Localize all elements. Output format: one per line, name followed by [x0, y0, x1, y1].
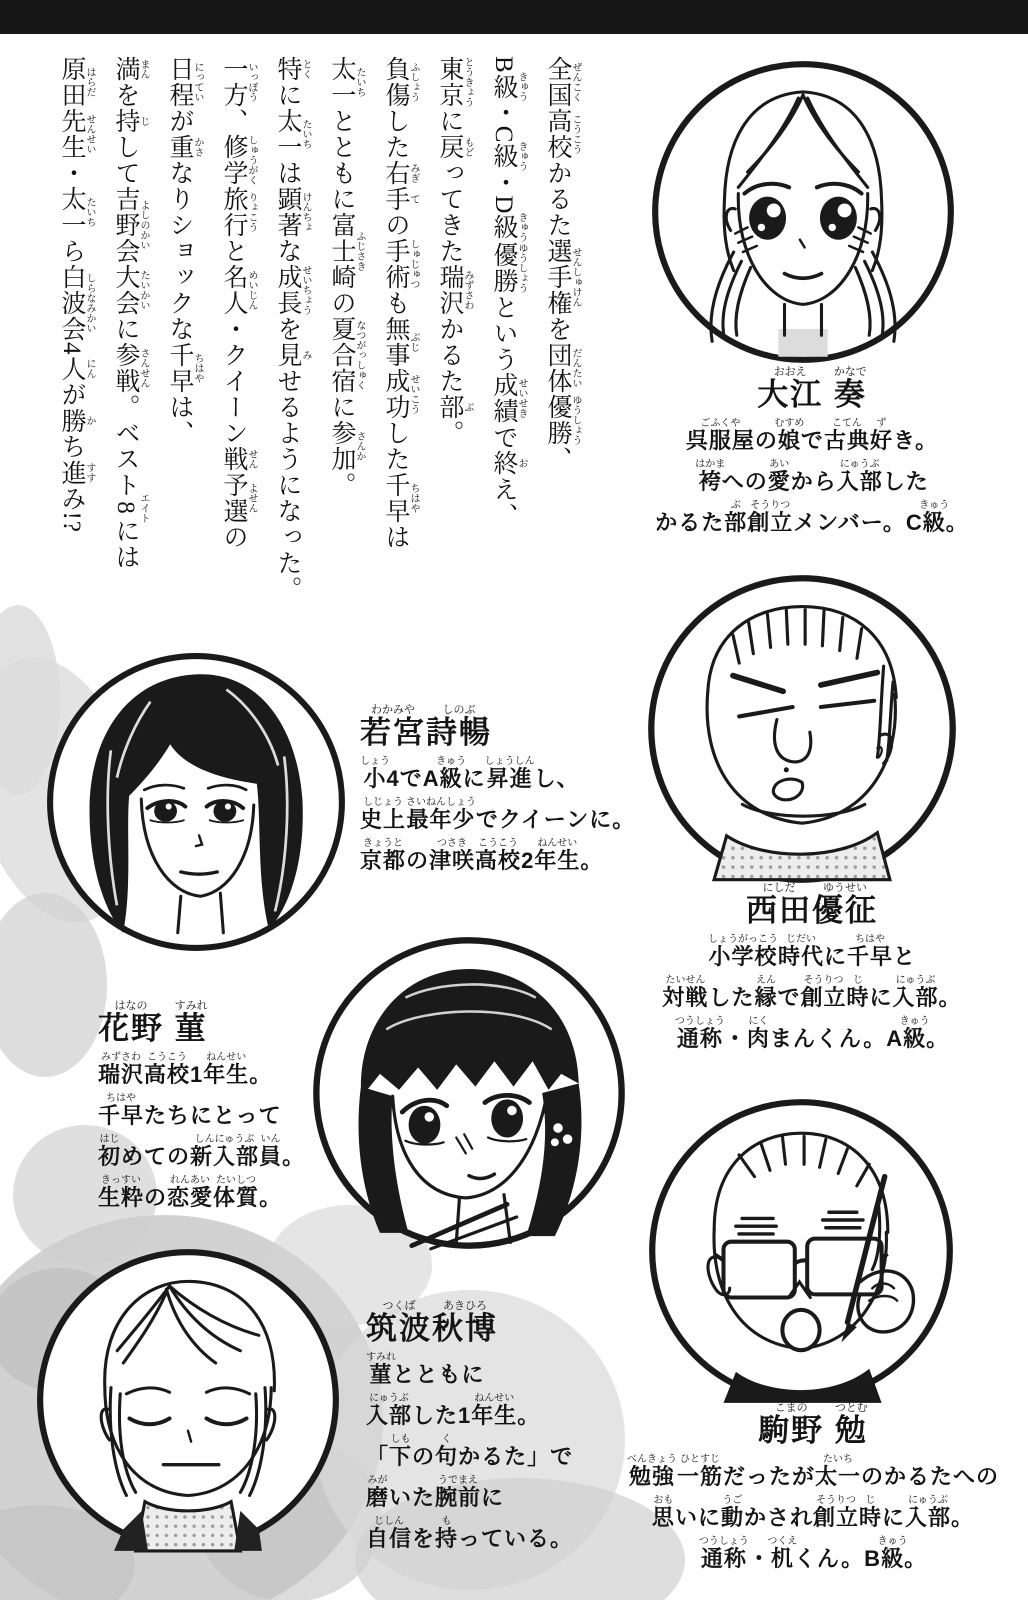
top-border-bar	[0, 0, 1028, 34]
character-entry-oe-kanade	[600, 366, 1024, 541]
character-name: 大江おおえ 奏かなで	[757, 366, 867, 412]
nishida-yusei-portrait	[645, 572, 959, 886]
character-name: 駒野こまの 勉つとむ	[758, 1402, 868, 1448]
intro-column: 負傷 ふしょうした右 みぎ手 ての手術 しゅじゅつも無事 ぶじ成功 せいこうした千早 ちはやは	[382, 56, 419, 550]
intro-column: 一方 いっぽう、修学 しゅうがく旅行 りょこうと名人 めいじん・クイーン戦 せん予選 よせんの	[220, 56, 257, 550]
komano-tsutomu-portrait	[646, 1096, 956, 1406]
character-name: 花野はなの 菫すみれ	[98, 1000, 208, 1046]
character-description-line: 千早ちはやたちにとって	[98, 1093, 282, 1128]
character-name: 筑波つくば秋博あきひろ	[366, 1300, 498, 1346]
character-description-line: 自信じしんを持もっている。	[366, 1516, 574, 1551]
oe-kanade-portrait	[649, 58, 957, 366]
character-description-line: 小しょう4でA級きゅうに昇進しょうしんし、	[360, 756, 580, 791]
character-description-line: 磨みがいた腕前うでまえに	[366, 1475, 505, 1510]
character-name: 若宮わかみや詩暢しのぶ	[360, 704, 492, 750]
character-entry-nishida-yusei	[608, 882, 1016, 1057]
intro-column: 日程 にっていが重 かさなりショックな千早 ちはやは、	[166, 56, 203, 446]
character-entry-hanano-sumire	[98, 1000, 388, 1216]
character-description-line: 菫すみれとともに	[366, 1352, 485, 1387]
character-description-line: 初はじめての新入部しんにゅうぶ員いん。	[98, 1134, 306, 1169]
character-description-line: 思おもいに動うごかされ創立そうりつ時じに入部にゅうぶ。	[651, 1495, 975, 1530]
intro-column: 特 とくに太一 たいちは顕著 けんちょな成長 せいちょうを見 みせるようになった。	[274, 56, 311, 602]
character-description-line: 入部にゅうぶした1年生ねんせい。	[366, 1393, 541, 1428]
intro-column: 東京 とうきょうに戻 もどってきた瑞沢 みずさわかるた部 ぶ。	[436, 56, 473, 446]
character-entry-wakamiya-shinobu	[360, 704, 670, 879]
character-description-line: 対戦たいせんした縁えんで創立そうりつ時じに入部にゅうぶ。	[662, 975, 962, 1010]
intro-column: 太一 たいちとともに富士崎 ふじさきの夏合宿 なつがっしゅくに参加 さんか。	[328, 56, 365, 498]
character-description-line: 通称つうしょう・肉にくまんくん。A級きゅう。	[674, 1016, 950, 1051]
character-description-line: 小学校しょうがっこう時代じだいに千早ちはやと	[707, 934, 917, 969]
character-name: 西田にしだ優征ゆうせい	[746, 882, 878, 928]
character-description-line: 京都きょうとの津咲つさき高校こうこう2年生ねんせい。	[360, 838, 604, 873]
character-description-line: かるた部ぶ創立そうりつメンバー。C級きゅう。	[655, 500, 969, 535]
intro-column: 満 まんを持 じして吉野会 よしのかい大会 たいかいに参戦 さんせん。ベスト8 エイトには	[112, 56, 149, 570]
character-description-line: 通称つうしょう・机つくえくん。B級きゅう。	[698, 1536, 928, 1571]
character-description-line: 「下しもの句くかるた」で	[366, 1434, 574, 1469]
character-description-line: 呉服屋ごふくやの娘むすめで古典こてん好ずき。	[685, 418, 939, 453]
tsukuba-akihiro-portrait	[34, 1246, 342, 1554]
wakamiya-shinobu-portrait	[44, 650, 348, 954]
character-entry-komano-tsutomu	[598, 1402, 1028, 1577]
character-description-line: 瑞沢みずさわ高校こうこう1年生ねんせい。	[98, 1052, 273, 1087]
character-description-line: 史上しじょう最年少さいねんしょうでクイーンに。	[360, 797, 636, 832]
intro-column: B級 きゅう・C級 きゅう・D級 きゅう優勝 ゆうしょうという成績 せいせきで終 おえ、	[490, 56, 527, 529]
story-intro-vertical-text	[44, 56, 584, 672]
character-description-line: 生粋きっすいの恋愛れんあい体質たいしつ。	[98, 1175, 283, 1210]
intro-column: 原田 はらだ先生 せんせい・太一 たいちら白波会 しらなみかい4人 にんが勝 かち進 すすみ!?	[58, 56, 95, 533]
intro-column: 全国 ぜんこく高校 こうこうかるた選手権 せんしゅけんを団体 だんたい優勝 ゆうしょう、	[544, 56, 581, 472]
character-description-line: 袴はかまへの愛あいから入部にゅうぶした	[695, 459, 929, 494]
character-description-line: 勉強べんきょう一筋ひとすじだったが太一たいちのかるたへの	[626, 1454, 1000, 1489]
